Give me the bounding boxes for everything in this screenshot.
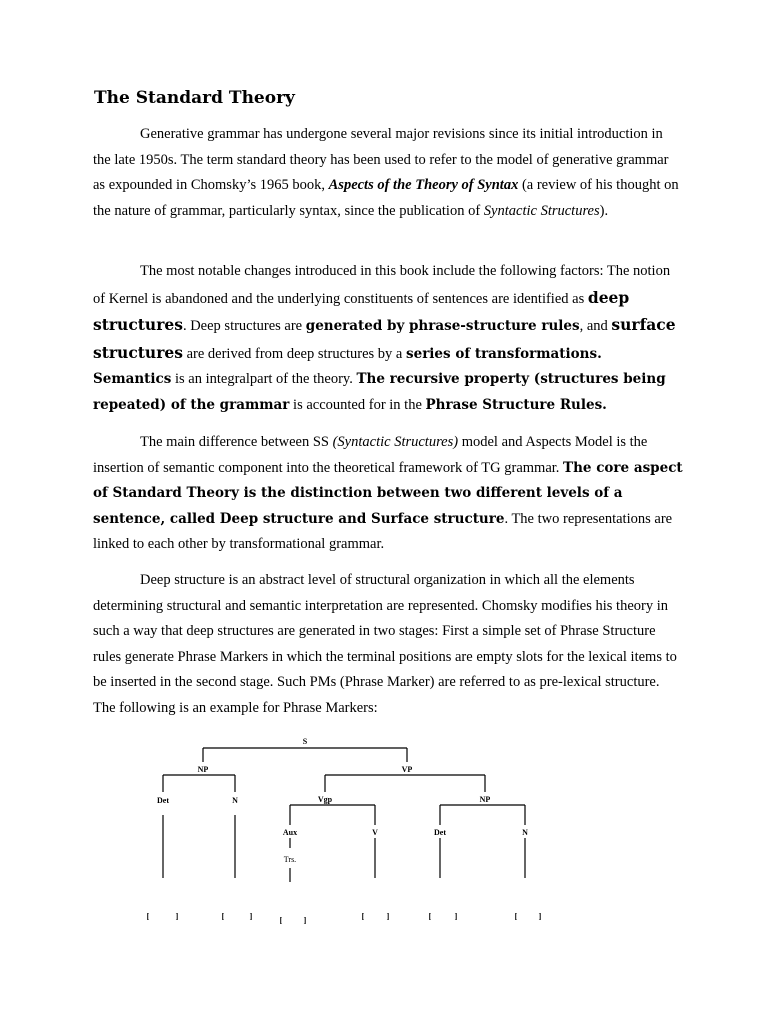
node-np: NP: [197, 765, 209, 774]
slot-2-close-bracket: ]: [249, 912, 253, 921]
node-vp: VP: [401, 765, 413, 774]
paragraph-1: [93, 122, 683, 224]
phrase-structure-rules-term: generated by phrase-structure rules: [305, 318, 580, 334]
slot-1-close-bracket: ]: [175, 912, 179, 921]
p2-text-k: is accounted for in the: [289, 396, 426, 413]
paragraph-2: [93, 259, 683, 418]
node-det: Det: [157, 796, 169, 805]
p1-text-a: Generative grammar has undergone several major revisions since its initial introduction in the late 1950s. The term standard theory has been used to refer to the model of generative grammar as expounded in Chomsky’s 1965 book,: [93, 126, 669, 193]
p2-text-a: The most notable changes introduced in this book include the following factors: The notion of Kernel is abandoned and the underlying constituents of sentences are identified as: [93, 263, 671, 307]
p2-text-g: are derived from deep structures by a: [182, 345, 406, 362]
node-trs: Trs.: [283, 855, 297, 864]
ss-expansion: (Syntactic Structures): [332, 434, 459, 450]
slot-2-open-bracket: [: [221, 912, 225, 921]
surface-structures-term: surface structures: [93, 315, 676, 362]
node-n: N: [232, 796, 238, 805]
node-det-2: Det: [434, 828, 446, 837]
book-title: Aspects of the Theory of Syntax: [328, 177, 519, 193]
slot-6-close-bracket: ]: [538, 912, 542, 921]
slot-3-close-bracket: ]: [303, 916, 307, 925]
slot-5-open-bracket: [: [428, 912, 432, 921]
phrase-structure-rules-term-2: Phrase Structure Rules.: [425, 396, 607, 413]
paragraph-4: Deep structure is an abstract level of structural organization in which all the elements determining structural and semantic interpretation are represented. Chomsky modifies his theory in such a way that deep structures are generated in two stages: First a simple set of Phrase Structure rules generate Phrase Markers in which the terminal positions are empty slots for the lexical items to be inserted in the second stage. Such PMs (Phrase Marker) are referred to as pre-lexical structure. The following is an example for Phrase Markers:: [93, 572, 677, 716]
phrase-marker-tree: [135, 730, 555, 930]
deep-structures-term: deep structures: [93, 287, 630, 334]
node-vgp: Vgp: [317, 795, 333, 804]
node-aux: Aux: [282, 828, 298, 837]
p3-text-c: model and Aspects Model is the insertion of semantic component into the theoretical framework of TG grammar.: [93, 434, 648, 476]
slot-4-close-bracket: ]: [386, 912, 390, 921]
node-v: V: [372, 828, 378, 837]
transformations-term: series of transformations. Semantics: [93, 345, 602, 387]
p1-text-c: (a review of his thought on the nature of grammar, particularly syntax, since the publication of: [93, 177, 679, 219]
slot-5-close-bracket: ]: [454, 912, 458, 921]
syntactic-structures-title: Syntactic Structures: [483, 202, 600, 219]
p1-text-e: ).: [599, 202, 609, 219]
slot-4-open-bracket: [: [361, 912, 365, 921]
node-s: S: [302, 737, 308, 746]
node-n-2: N: [522, 828, 528, 837]
slot-3-open-bracket: [: [279, 916, 283, 925]
p2-text-i: is an integralpart of the theory.: [171, 371, 357, 387]
page-title: The Standard Theory: [94, 88, 295, 108]
recursive-property-term: The recursive property (structures being repeated) of the grammar: [93, 371, 666, 413]
paragraph-3: [93, 430, 683, 558]
p3-text-a: The main difference between SS: [140, 434, 333, 450]
slot-6-open-bracket: [: [514, 912, 518, 921]
p2-text-e: , and: [579, 318, 612, 334]
p3-text-e: . The two representations are linked to each other by transformational grammar.: [93, 510, 673, 552]
core-aspect-statement: The core aspect of Standard Theory is the distinction between two different levels of a sentence, called Deep structure and Surface structure: [93, 459, 683, 527]
p2-text-c: . Deep structures are: [182, 318, 306, 334]
slot-1-open-bracket: [: [146, 912, 150, 921]
node-np-2: NP: [479, 795, 491, 804]
